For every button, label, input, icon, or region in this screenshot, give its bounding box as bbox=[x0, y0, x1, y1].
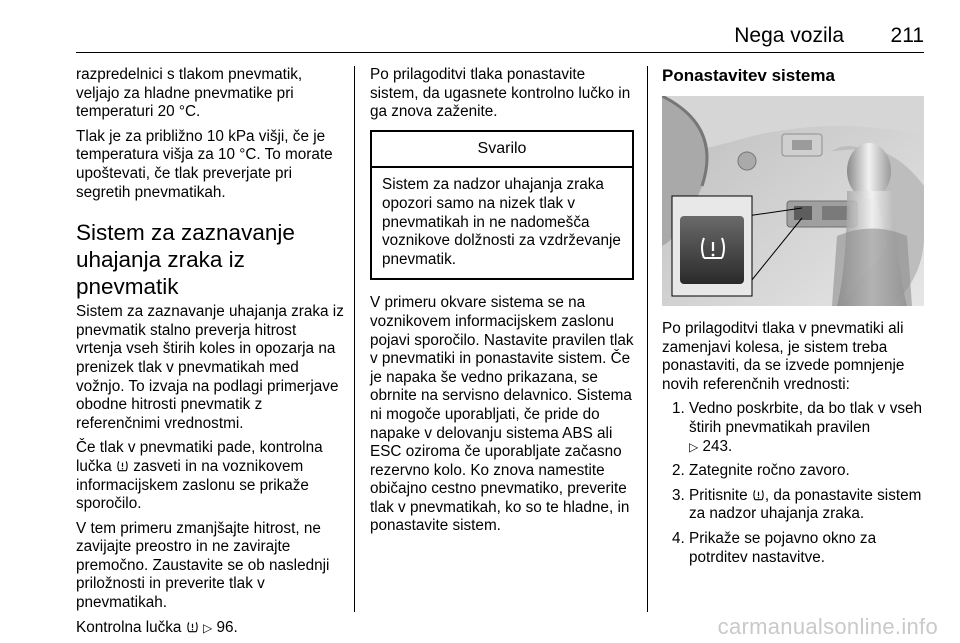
paragraph: V tem primeru zmanjšajte hitrost, ne zavijajte preostro in ne zavirajte premočno. Zaustavite se ob naslednji priložnosti in preverite tlak v pnevmatikah. bbox=[76, 519, 330, 612]
watermark: carmanualsonline.info bbox=[717, 614, 938, 639]
list-item: 3. Pritisnite , da ponastavite sistem za nadzor uhajanja zraka. bbox=[672, 486, 922, 523]
column-right bbox=[662, 66, 928, 573]
page-header bbox=[76, 18, 924, 53]
column-left bbox=[76, 66, 344, 643]
section-heading: Ponastavitev sistema bbox=[662, 66, 835, 85]
warning-title: Svarilo bbox=[372, 132, 632, 169]
section-title: Nega vozila bbox=[734, 24, 844, 47]
column-divider bbox=[647, 66, 648, 612]
page-number: 211 bbox=[890, 24, 924, 47]
page-reference[interactable]: 243. bbox=[702, 437, 733, 455]
list-item: 1. Vedno poskrbite, da bo tlak v vseh štirih pnevmatikah pravilen ▷ 243. bbox=[672, 400, 923, 455]
tire-pressure-warning-icon bbox=[186, 620, 199, 634]
paragraph: Tlak je za približno 10 kPa višji, če je temperatura višja za 10 °C. To morate upoštevati, če tlak preverjate pri segretih pnevmatikah. bbox=[76, 127, 333, 201]
console-button-photo bbox=[662, 96, 924, 306]
paragraph: Po prilagoditvi tlaka ponastavite sistem, da ugasnete kontrolno lučko in ga znova zaženite. bbox=[370, 66, 631, 121]
warning-text: Sistem za nadzor uhajanja zraka opozori samo na nizek tlak v pnevmatikah in ne nadomešča voznikove dolžnosti za vzdrževanje pnevmatik. bbox=[382, 176, 621, 268]
instruction-list bbox=[662, 400, 928, 567]
tire-pressure-warning-icon bbox=[116, 459, 129, 473]
paragraph: razpredelnici s tlakom pnevmatik, veljajo za hladne pnevmatike pri temperaturi 20 °C. bbox=[76, 66, 303, 121]
column-middle bbox=[370, 66, 634, 542]
paragraph: Kontrolna lučka ▷ 96. bbox=[76, 618, 238, 636]
page-reference-arrow-icon[interactable]: ▷ bbox=[202, 620, 213, 635]
column-divider bbox=[354, 66, 355, 612]
paragraph: Če tlak v pnevmatiki pade, kontrolna lučka zasveti in na voznikovem informacijskem zaslonu se prikaže sporočilo. bbox=[76, 439, 323, 513]
list-item: 4. Prikaže se pojavno okno za potrditev nastavitve. bbox=[672, 529, 877, 566]
paragraph: Po prilagoditvi tlaka v pnevmatiki ali zamenjavi kolesa, je sistem treba ponastaviti, da se izvede pomnjenje novih referenčnih vrednosti: bbox=[662, 320, 905, 393]
warning-box bbox=[370, 130, 634, 281]
tire-pressure-warning-icon bbox=[752, 488, 765, 502]
section-heading: Sistem za zaznavanje uhajanja zraka iz pnevmatik bbox=[76, 220, 295, 300]
paragraph: Sistem za zaznavanje uhajanja zraka iz pnevmatik stalno preverja hitrost vrtenja vseh štirih koles in opozarja na prenizek tlak v pnevmatikah med vožnjo. To izvaja na podlagi primerjave obodne hitrosti pnevmatik z referenčnimi vrednostmi. bbox=[76, 303, 344, 432]
paragraph: V primeru okvare sistema se na voznikovem informacijskem zaslonu pojavi sporočilo. Nastavite pravilen tlak v pnevmatiki in ponastavite sistem. Če je napaka še vedno prikazana, se obrnite na servisno delavnico. Sistema ni mogoče uporabljati, če pride do napake v delovanju sistema ABS ali ESC oziroma če uporabljate začasno rezervno kolo. Ko znova namestite običajno cestno pnevmatiko, preverite tlak v pnevmatikah, ko so te hladne, in ponastavite sistem. bbox=[370, 294, 634, 535]
list-item: 2. Zategnite ročno zavoro. bbox=[672, 462, 850, 480]
page-reference[interactable]: 96. bbox=[216, 618, 238, 636]
page-reference-arrow-icon[interactable]: ▷ bbox=[689, 439, 699, 454]
